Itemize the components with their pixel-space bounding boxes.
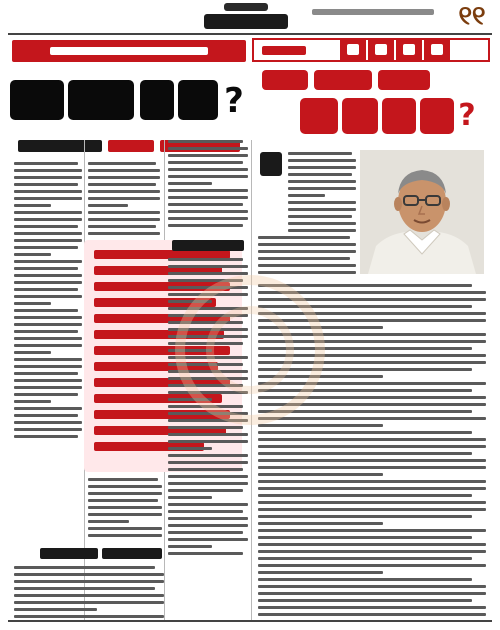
article-text-column — [14, 162, 82, 442]
text-line — [258, 466, 486, 469]
column-headline-name: ? — [300, 98, 476, 138]
text-line — [168, 461, 248, 464]
text-line — [14, 267, 78, 270]
text-line — [14, 573, 164, 576]
text-line — [14, 566, 155, 569]
text-line — [88, 478, 158, 481]
text-line — [14, 190, 82, 193]
text-line — [14, 400, 51, 403]
text-line — [168, 496, 212, 499]
text-line — [168, 552, 243, 555]
text-line — [258, 536, 472, 539]
text-line — [88, 169, 160, 172]
byline-block — [288, 152, 356, 232]
text-line — [14, 204, 51, 207]
text-line — [88, 513, 162, 516]
text-line — [168, 203, 243, 206]
text-line — [258, 487, 486, 490]
text-line — [14, 281, 82, 284]
text-line — [168, 482, 248, 485]
text-line — [168, 182, 212, 185]
newspaper-logo — [200, 3, 292, 31]
text-line — [168, 147, 248, 150]
text-line — [168, 538, 248, 541]
text-line — [14, 428, 82, 431]
article-text-column — [14, 566, 164, 618]
text-line — [258, 515, 472, 518]
text-line — [168, 531, 243, 534]
text-line — [168, 189, 248, 192]
text-line — [258, 529, 486, 532]
text-line — [168, 517, 248, 520]
text-line — [168, 468, 243, 471]
text-line — [258, 592, 486, 595]
text-line — [14, 260, 82, 263]
text-line — [14, 323, 82, 326]
text-line — [14, 295, 82, 298]
text-line — [14, 608, 97, 611]
text-line — [14, 218, 82, 221]
text-line — [14, 309, 78, 312]
text-line — [168, 454, 248, 457]
text-line — [14, 372, 78, 375]
text-line — [14, 239, 82, 242]
text-line — [14, 197, 82, 200]
text-line — [14, 435, 78, 438]
text-line — [258, 473, 383, 476]
text-line — [14, 615, 164, 618]
text-line — [258, 606, 486, 609]
text-line — [258, 508, 486, 511]
text-line — [168, 210, 248, 213]
text-line — [14, 288, 78, 291]
text-line — [14, 316, 82, 319]
text-line — [14, 379, 82, 382]
text-line — [88, 197, 160, 200]
watermark-logo — [150, 250, 350, 450]
text-line — [168, 545, 212, 548]
section-heading-formula — [40, 548, 170, 562]
text-line — [14, 274, 82, 277]
text-line — [168, 217, 248, 220]
text-line — [258, 613, 486, 616]
article-text-column — [168, 140, 248, 232]
text-line — [258, 459, 486, 462]
masthead — [0, 0, 500, 34]
text-line — [14, 358, 82, 361]
text-line — [258, 599, 472, 602]
text-line — [88, 225, 156, 228]
text-line — [14, 421, 82, 424]
text-line — [168, 154, 248, 157]
text-line — [14, 337, 82, 340]
text-line — [288, 208, 356, 211]
column-headline — [262, 70, 472, 92]
text-line — [168, 224, 243, 227]
text-line — [14, 386, 82, 389]
text-line — [288, 152, 352, 155]
text-line — [88, 534, 162, 537]
text-line — [14, 351, 51, 354]
page-bottom-divider — [8, 620, 492, 622]
column-banner-box — [396, 38, 422, 62]
text-line — [168, 196, 248, 199]
column-banner — [252, 38, 490, 62]
text-line — [258, 452, 472, 455]
text-line — [14, 302, 51, 305]
text-line — [258, 243, 356, 246]
text-line — [14, 594, 164, 597]
text-line — [88, 218, 160, 221]
text-line — [88, 492, 162, 495]
text-line — [258, 578, 472, 581]
text-line — [14, 211, 82, 214]
text-line — [168, 510, 243, 513]
text-line — [168, 524, 248, 527]
text-line — [88, 527, 162, 530]
text-line — [14, 253, 51, 256]
text-line — [14, 225, 78, 228]
text-line — [168, 161, 243, 164]
text-line — [288, 187, 356, 190]
text-line — [288, 222, 356, 225]
text-line — [288, 166, 356, 169]
text-line — [168, 175, 248, 178]
text-line — [258, 522, 383, 525]
text-line — [88, 232, 160, 235]
text-line — [14, 587, 155, 590]
column-banner-box — [340, 38, 366, 62]
text-line — [88, 162, 156, 165]
text-line — [258, 480, 486, 483]
issue-date — [312, 9, 434, 15]
text-line — [88, 485, 162, 488]
page-number: ୧୧ — [458, 1, 486, 31]
masthead-divider — [8, 33, 492, 35]
main-headline: ? — [10, 80, 246, 124]
text-line — [168, 475, 248, 478]
spacer — [14, 444, 82, 446]
text-line — [258, 585, 486, 588]
text-line — [288, 201, 356, 204]
text-line — [288, 229, 356, 232]
text-line — [14, 601, 164, 604]
text-line — [14, 580, 164, 583]
text-line — [88, 183, 156, 186]
text-line — [14, 246, 78, 249]
column-banner-box — [368, 38, 394, 62]
text-line — [14, 365, 82, 368]
text-line — [88, 176, 160, 179]
text-line — [14, 232, 82, 235]
text-line — [14, 344, 82, 347]
text-line — [88, 499, 158, 502]
text-line — [288, 215, 352, 218]
text-line — [288, 180, 356, 183]
drop-cap — [258, 150, 284, 180]
text-line — [88, 520, 129, 523]
text-line — [168, 503, 248, 506]
column-banner-box — [424, 38, 450, 62]
text-line — [14, 414, 78, 417]
text-line — [168, 168, 248, 171]
text-line — [14, 162, 78, 165]
text-line — [258, 550, 486, 553]
text-line — [88, 204, 128, 207]
text-line — [258, 564, 486, 567]
text-line — [88, 506, 162, 509]
text-line — [258, 501, 486, 504]
text-line — [14, 183, 78, 186]
portrait-photo — [360, 150, 484, 274]
text-line — [288, 194, 325, 197]
text-line — [258, 236, 350, 239]
text-line — [88, 211, 160, 214]
text-line — [258, 543, 486, 546]
text-line — [258, 571, 383, 574]
text-line — [14, 330, 78, 333]
text-line — [288, 173, 352, 176]
text-line — [14, 393, 78, 396]
text-line — [14, 407, 82, 410]
article-text-column — [88, 478, 162, 538]
text-line — [88, 190, 160, 193]
text-line — [14, 176, 82, 179]
text-line — [168, 140, 243, 143]
text-line — [14, 169, 82, 172]
text-line — [168, 489, 243, 492]
text-line — [258, 494, 472, 497]
text-line — [258, 557, 472, 560]
section-banner — [12, 40, 246, 62]
text-line — [288, 159, 356, 162]
article-text-column — [88, 162, 160, 236]
